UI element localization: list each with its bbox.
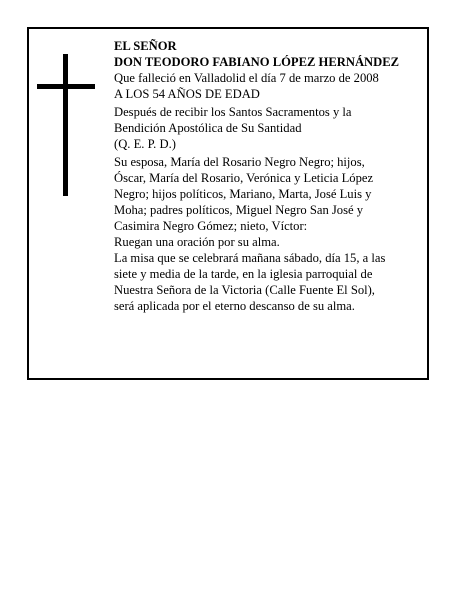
prayer-line: Ruegan una oración por su alma. (114, 235, 280, 249)
death-date-line: Que falleció en Valladolid el día 7 de marzo de 2008 (114, 71, 379, 85)
rip-line: (Q. E. P. D.) (114, 137, 176, 151)
family-line-3: Negro; hijos políticos, Mariano, Marta, José Luis y (114, 187, 372, 201)
mass-line-4: será aplicada por el eterno descanso de su alma. (114, 299, 355, 313)
deceased-name: DON TEODORO FABIANO LÓPEZ HERNÁNDEZ (114, 55, 400, 69)
mass-line-3: Nuestra Señora de la Victoria (Calle Fuente El Sol), (114, 283, 375, 297)
mass-line-1: La misa que se celebrará mañana sábado, día 15, a las (114, 251, 386, 265)
family-line-1: Su esposa, María del Rosario Negro Negro; hijos, (114, 155, 365, 169)
cross-horizontal-bar (37, 84, 95, 89)
mass-line-2: siete y media de la tarde, en la iglesia parroquial de (114, 267, 373, 281)
family-line-2: Óscar, María del Rosario, Verónica y Leticia López (114, 171, 374, 185)
honorific-heading: EL SEÑOR (114, 39, 177, 53)
family-line-4: Moha; padres políticos, Miguel Negro San José y (114, 203, 364, 217)
family-line-5: Casimira Negro Gómez; nieto, Víctor: (114, 219, 308, 233)
obituary-text (114, 38, 426, 314)
age-line: A LOS 54 AÑOS DE EDAD (114, 87, 260, 101)
sacraments-line-1: Después de recibir los Santos Sacramentos y la (114, 105, 352, 119)
cross-vertical-bar (63, 54, 68, 196)
sacraments-line-2: Bendición Apostólica de Su Santidad (114, 121, 302, 135)
